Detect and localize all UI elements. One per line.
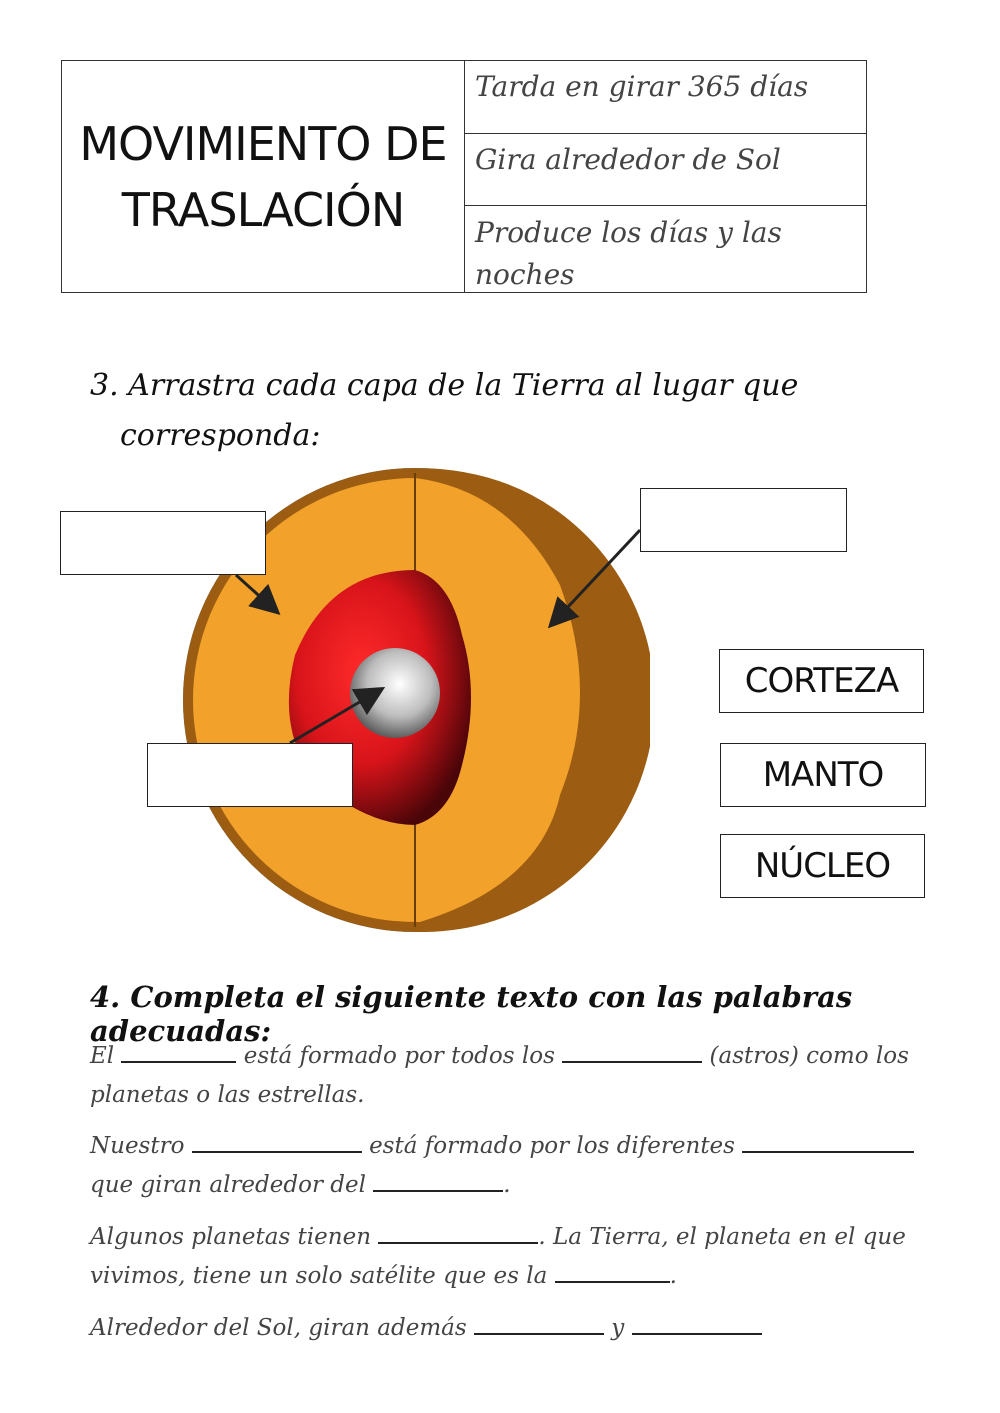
blank-field[interactable] <box>742 1129 914 1153</box>
word-card-manto[interactable]: MANTO <box>720 743 926 807</box>
p4-text-b: y <box>611 1315 625 1341</box>
paragraph-2 <box>90 1127 920 1205</box>
table-row: Tarda en girar 365 días <box>465 61 866 134</box>
arrow-core <box>290 690 380 743</box>
blank-field[interactable] <box>632 1311 762 1335</box>
blank-field[interactable] <box>373 1168 503 1192</box>
blank-field[interactable] <box>378 1220 538 1244</box>
table-title-line2: TRASLACIÓN <box>121 182 405 237</box>
paragraph-3 <box>90 1218 920 1296</box>
p1-text-a: El <box>90 1043 115 1069</box>
word-card-corteza[interactable]: CORTEZA <box>719 649 924 713</box>
p1-text-b: está formado por todos los <box>243 1043 555 1069</box>
exercise3-line1: 3. Arrastra cada capa de la Tierra al lugar que <box>90 368 799 403</box>
p3-text-a: Algunos planetas tienen <box>90 1224 372 1250</box>
p1-text-c: (astros) como los <box>709 1043 909 1069</box>
blank-field[interactable] <box>121 1039 236 1063</box>
p2-text-d: . <box>503 1172 511 1198</box>
blank-field[interactable] <box>474 1311 604 1335</box>
p2-text-a: Nuestro <box>90 1133 185 1159</box>
blank-field[interactable] <box>555 1259 670 1283</box>
table-title-line1: MOVIMIENTO DE <box>79 116 447 171</box>
p1-text-d: planetas o las estrellas. <box>90 1082 365 1108</box>
p3-text-b: . La Tierra, el planeta en el que <box>538 1224 906 1250</box>
paragraph-4 <box>90 1309 920 1348</box>
arrow-crust <box>552 530 640 624</box>
p2-text-b: está formado por los diferentes <box>369 1133 735 1159</box>
arrow-mantle <box>236 575 276 611</box>
exercise3-line2: corresponda: <box>120 418 321 453</box>
word-card-nucleo[interactable]: NÚCLEO <box>720 834 925 898</box>
table-row: Produce los días y las noches <box>475 216 782 291</box>
exercise4-heading: 4. Completa el siguiente texto con las palabras adecuadas: <box>90 980 853 1048</box>
paragraph-1 <box>90 1037 920 1115</box>
table-row: Gira alrededor de Sol <box>465 134 866 206</box>
p4-text-a: Alrededor del Sol, giran además <box>90 1315 467 1341</box>
p3-text-c: vivimos, tiene un solo satélite que es la <box>90 1263 548 1289</box>
p3-text-d: . <box>669 1263 677 1289</box>
p2-text-c: que giran alrededor del <box>90 1172 366 1198</box>
blank-field[interactable] <box>562 1039 702 1063</box>
blank-field[interactable] <box>192 1129 362 1153</box>
